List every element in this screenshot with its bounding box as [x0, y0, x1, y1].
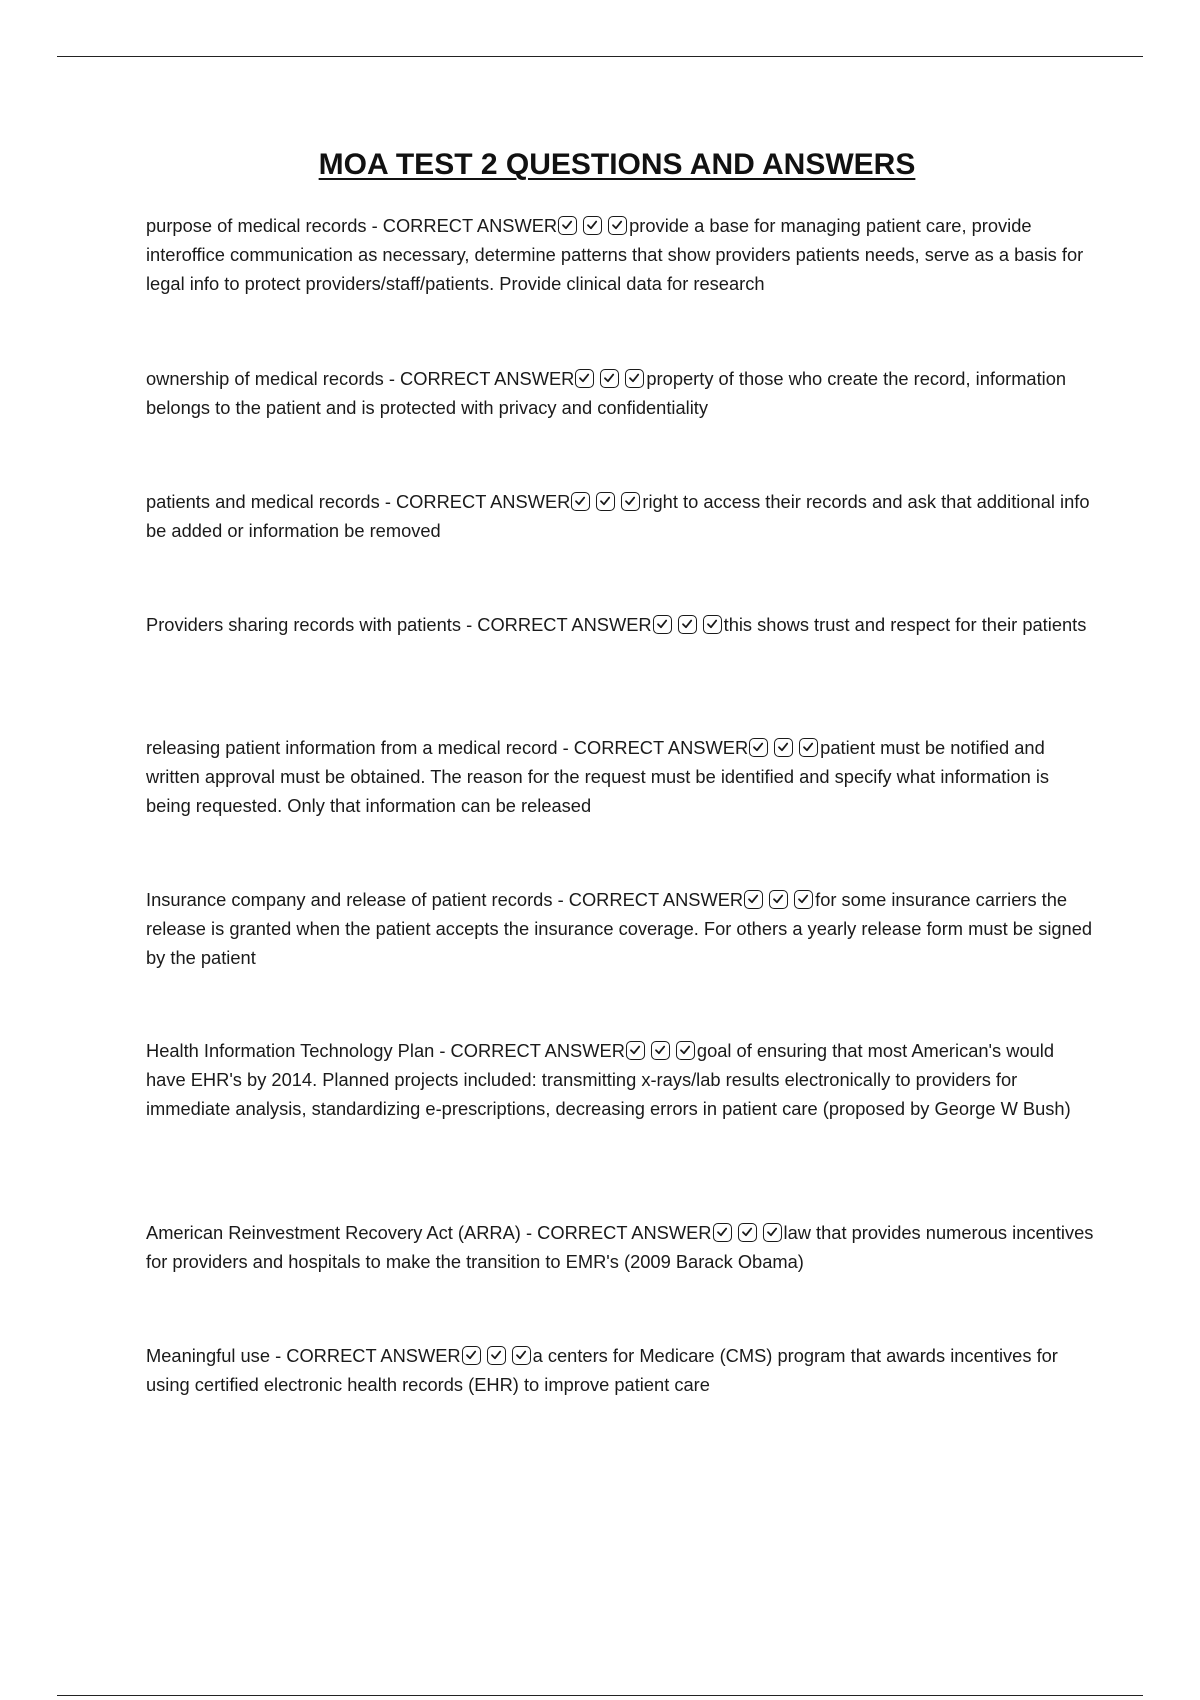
checkbox-checked-icon: [651, 1041, 670, 1060]
answer-label: CORRECT ANSWER: [477, 614, 652, 635]
answer-label: CORRECT ANSWER: [450, 1040, 625, 1061]
separator: -: [270, 1345, 287, 1366]
checkbox-checked-icon: [625, 369, 644, 388]
answer-label: CORRECT ANSWER: [400, 368, 575, 389]
page-title: MOA TEST 2 QUESTIONS AND ANSWERS: [318, 148, 916, 181]
answer-label: CORRECT ANSWER: [382, 215, 558, 236]
checkbox-checked-icon: [600, 369, 619, 388]
answer-label: CORRECT ANSWER: [395, 491, 571, 512]
separator: -: [557, 737, 574, 758]
qa-item: [146, 1036, 1096, 1123]
qa-item: [146, 364, 1096, 422]
answer-text: for some insurance carriers the release is granted when the patient accepts the insurance coverage. For others a yearly release form must be signed by the patient: [146, 889, 1093, 968]
separator: -: [552, 889, 569, 910]
bottom-rule: [57, 1695, 1143, 1696]
answer-label: CORRECT ANSWER: [537, 1222, 712, 1243]
checkbox-checked-icon: [558, 216, 577, 235]
checkbox-checked-icon: [626, 1041, 645, 1060]
answer-text: a centers for Medicare (CMS) program that awards incentives for using certified electronic health records (EHR) to improve patient care: [146, 1345, 1058, 1395]
check-group: [712, 1222, 787, 1243]
answer-text: goal of ensuring that most American's would have EHR's by 2014. Planned projects included: transmitting x-rays/lab results electronically to providers for immediate analysis, standardizing e-prescriptions, decreasing errors in patient care (proposed by George W Bush): [146, 1040, 1071, 1119]
checkbox-checked-icon: [738, 1223, 757, 1242]
checkbox-checked-icon: [744, 890, 763, 909]
checkbox-checked-icon: [774, 738, 793, 757]
checkbox-checked-icon: [769, 890, 788, 909]
check-group: [748, 737, 823, 758]
answer-text: right to access their records and ask that additional info be added or information be removed: [146, 491, 1090, 541]
question-text: American Reinvestment Recovery Act (ARRA): [146, 1222, 521, 1243]
check-group: [743, 889, 818, 910]
checkbox-checked-icon: [621, 492, 640, 511]
answer-text: law that provides numerous incentives for providers and hospitals to make the transition to EMR's (2009 Barack Obama): [146, 1222, 1094, 1272]
checkbox-checked-icon: [799, 738, 818, 757]
qa-item: [146, 610, 1096, 639]
checkbox-checked-icon: [583, 216, 602, 235]
checkbox-checked-icon: [653, 615, 672, 634]
checkbox-checked-icon: [713, 1223, 732, 1242]
checkbox-checked-icon: [596, 492, 615, 511]
answer-label: CORRECT ANSWER: [573, 737, 749, 758]
separator: -: [379, 491, 396, 512]
separator: -: [383, 368, 401, 389]
checkbox-checked-icon: [678, 615, 697, 634]
checkbox-checked-icon: [487, 1346, 506, 1365]
question-text: patients and medical records: [146, 491, 380, 512]
answer-text: patient must be notified and written approval must be obtained. The reason for the request must be identified and specify what information is being requested. Only that information can be released: [146, 737, 1050, 816]
checkbox-checked-icon: [462, 1346, 481, 1365]
checkbox-checked-icon: [749, 738, 768, 757]
check-group: [574, 368, 649, 389]
checkbox-checked-icon: [763, 1223, 782, 1242]
answer-label: CORRECT ANSWER: [568, 889, 744, 910]
answer-text: provide a base for managing patient care, provide interoffice communication as necessary, determine patterns that show providers patients needs, serve as a basis for legal info to protect providers/staff/patients. Provide clinical data for research: [146, 215, 1084, 294]
top-rule: [57, 56, 1143, 57]
checkbox-checked-icon: [571, 492, 590, 511]
answer-label: CORRECT ANSWER: [286, 1345, 461, 1366]
checkbox-checked-icon: [575, 369, 594, 388]
qa-item: [146, 885, 1096, 972]
question-text: releasing patient information from a medical record: [146, 737, 558, 758]
question-text: Health Information Technology Plan: [146, 1040, 435, 1061]
qa-item: [146, 211, 1096, 298]
checkbox-checked-icon: [794, 890, 813, 909]
question-text: Meaningful use: [146, 1345, 270, 1366]
question-text: ownership of medical records: [146, 368, 384, 389]
qa-item: [146, 487, 1096, 545]
check-group: [570, 491, 645, 512]
qa-item: [146, 1341, 1096, 1399]
check-group: [652, 614, 727, 635]
checkbox-checked-icon: [676, 1041, 695, 1060]
qa-item: [146, 1218, 1096, 1276]
answer-text: property of those who create the record, information belongs to the patient and is protected with privacy and confidentiality: [146, 368, 1067, 418]
check-group: [461, 1345, 536, 1366]
qa-item: [146, 733, 1096, 820]
checkbox-checked-icon: [608, 216, 627, 235]
check-group: [625, 1040, 700, 1061]
separator: -: [520, 1222, 538, 1243]
checkbox-checked-icon: [512, 1346, 531, 1365]
answer-text: this shows trust and respect for their patients: [723, 614, 1087, 635]
separator: -: [461, 614, 478, 635]
question-text: Providers sharing records with patients: [146, 614, 461, 635]
question-text: purpose of medical records: [146, 215, 367, 236]
checkbox-checked-icon: [703, 615, 722, 634]
separator: -: [434, 1040, 451, 1061]
check-group: [557, 215, 632, 236]
separator: -: [366, 215, 383, 236]
question-text: Insurance company and release of patient records: [146, 889, 553, 910]
